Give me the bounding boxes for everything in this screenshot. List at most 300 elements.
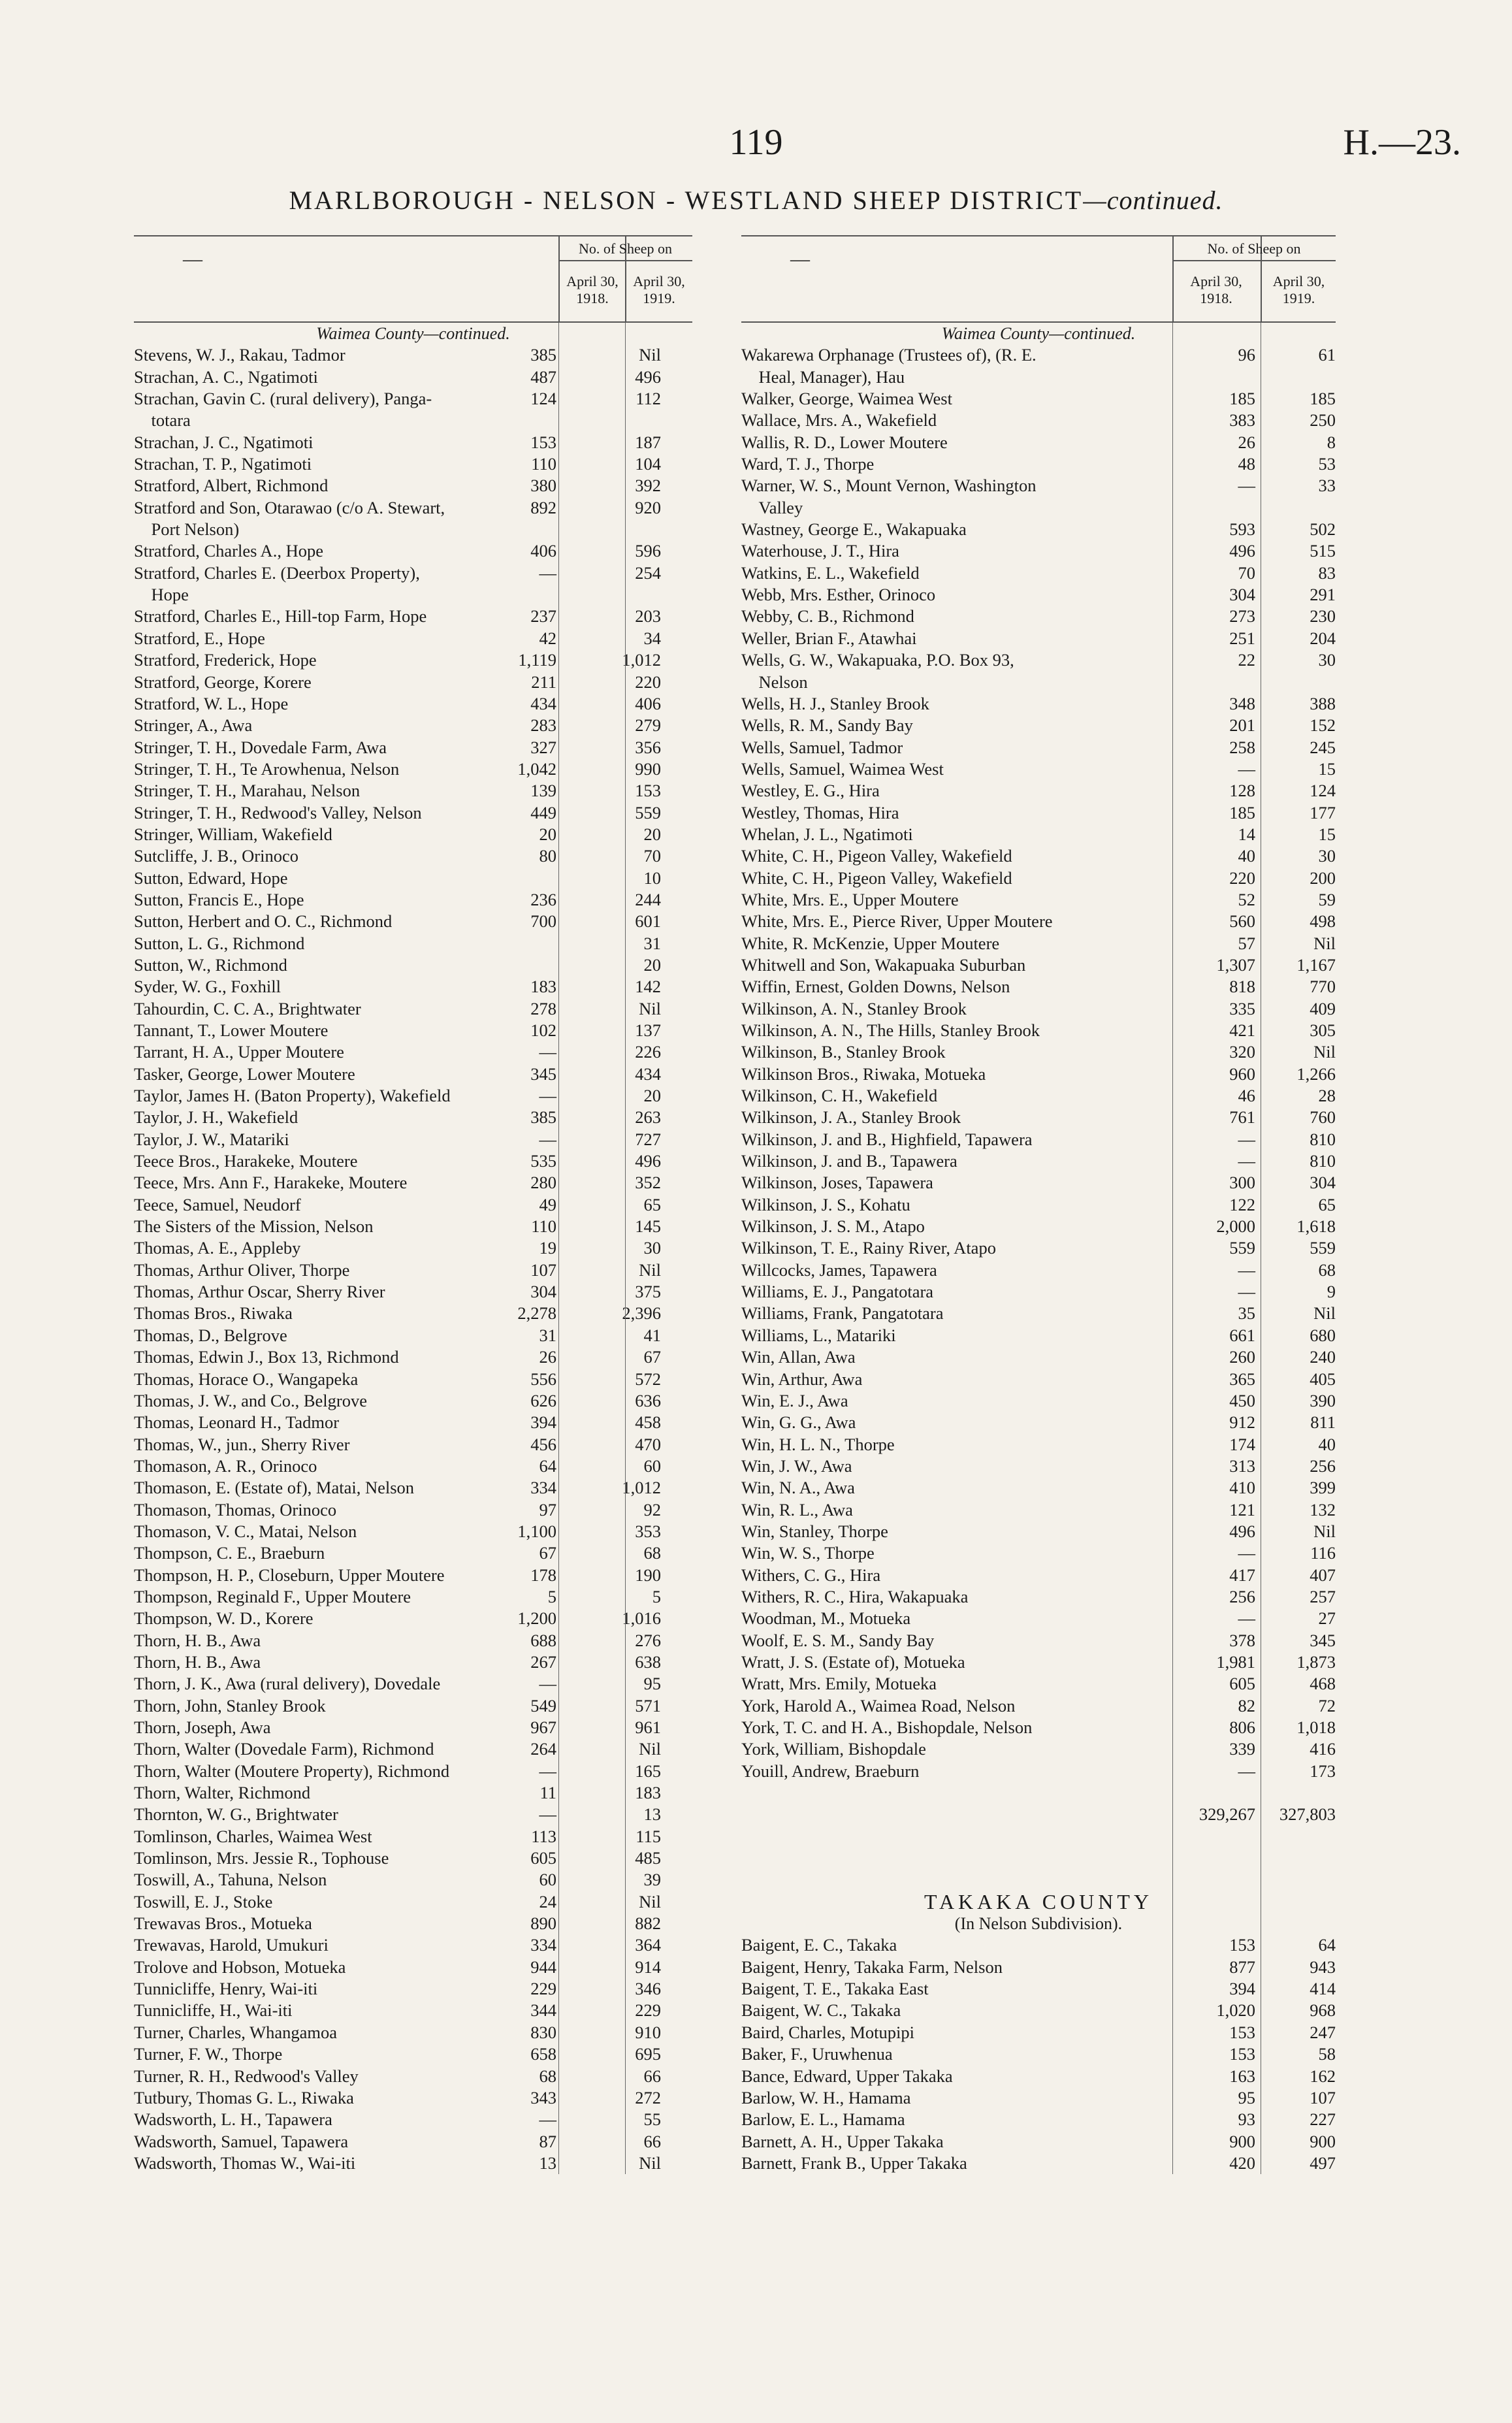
count-1918: 178 bbox=[530, 1565, 556, 1585]
table-row bbox=[134, 519, 692, 540]
table-row bbox=[134, 1826, 692, 1847]
count-1919: 116 bbox=[1310, 1543, 1336, 1563]
entry-name: Win, W. S., Thorpe bbox=[741, 1543, 875, 1563]
entry-name: Walker, George, Waimea West bbox=[741, 389, 952, 409]
entry-name: Warner, W. S., Mount Vernon, Washington bbox=[741, 476, 1037, 496]
table-row bbox=[134, 889, 692, 911]
document-reference: H.—23. bbox=[1343, 122, 1461, 163]
entry-name: Thornton, W. G., Brightwater bbox=[134, 1804, 338, 1825]
count-1919: 496 bbox=[635, 1151, 661, 1171]
table-row bbox=[741, 1869, 1336, 1891]
table-row bbox=[134, 1978, 692, 2000]
count-1919: 244 bbox=[635, 889, 661, 909]
table-row bbox=[741, 1260, 1336, 1281]
total-row bbox=[741, 1804, 1336, 1825]
count-1919: 250 bbox=[1310, 410, 1336, 431]
count-1919: 1,016 bbox=[622, 1608, 661, 1629]
entry-name: Stratford, Frederick, Hope bbox=[134, 650, 317, 670]
entry-name: Baigent, W. C., Takaka bbox=[741, 2000, 901, 2021]
title-main: MARLBOROUGH - NELSON - WESTLAND SHEEP DISTRICT bbox=[289, 186, 1084, 215]
table-row bbox=[741, 1717, 1336, 1738]
count-1918: 806 bbox=[1229, 1717, 1255, 1737]
table-row bbox=[741, 475, 1336, 496]
count-1918: 304 bbox=[1229, 585, 1255, 605]
entry-name: Thomas, Leonard H., Tadmor bbox=[134, 1412, 340, 1433]
entry-name: Tutbury, Thomas G. L., Riwaka bbox=[134, 2087, 354, 2107]
count-1919: 112 bbox=[635, 389, 661, 409]
table-row bbox=[741, 519, 1336, 540]
count-1918: 343 bbox=[530, 2087, 556, 2107]
table-row bbox=[134, 2109, 692, 2130]
entry-name: Wratt, J. S. (Estate of), Motueka bbox=[741, 1651, 965, 1672]
count-1919: 245 bbox=[1310, 737, 1336, 757]
sheep-count-group-header: No. of Sheep on bbox=[558, 240, 692, 261]
count-1918: 82 bbox=[1238, 1695, 1255, 1716]
count-1918: 24 bbox=[539, 1891, 556, 1911]
count-1918: — bbox=[1238, 1608, 1255, 1629]
count-1919: 414 bbox=[1310, 1979, 1336, 1999]
entry-name: White, Mrs. E., Upper Moutere bbox=[741, 889, 959, 909]
table-row bbox=[134, 584, 692, 606]
entry-name: Thomason, V. C., Matai, Nelson bbox=[134, 1521, 357, 1541]
count-1919: 104 bbox=[635, 454, 661, 474]
entry-name: Wadsworth, Thomas W., Wai-iti bbox=[134, 2153, 356, 2173]
count-1918: 394 bbox=[530, 1412, 556, 1433]
table-row bbox=[134, 1738, 692, 1760]
section-title: Waimea County—continued. bbox=[941, 324, 1136, 343]
table-row bbox=[741, 1020, 1336, 1041]
count-1919: 346 bbox=[635, 1979, 661, 1999]
table-row bbox=[741, 889, 1336, 911]
count-1918: 450 bbox=[1229, 1390, 1255, 1410]
entry-name: Tomlinson, Charles, Waimea West bbox=[134, 1826, 372, 1846]
count-1918: 124 bbox=[530, 389, 556, 409]
count-1919: 30 bbox=[1318, 650, 1336, 670]
table-row bbox=[741, 388, 1336, 410]
entry-name: Tahourdin, C. C. A., Brightwater bbox=[134, 998, 361, 1018]
table-row bbox=[741, 1673, 1336, 1695]
entry-name: Thompson, C. E., Braeburn bbox=[134, 1543, 325, 1563]
entry-name: Wilkinson, J. S., Kohatu bbox=[741, 1194, 910, 1214]
left-entries bbox=[134, 323, 692, 2174]
count-1919: 15 bbox=[1318, 824, 1336, 844]
table-row bbox=[134, 737, 692, 758]
section-title: Waimea County—continued. bbox=[316, 324, 510, 343]
entry-name: Stringer, A., Awa bbox=[134, 715, 253, 736]
count-1919: 229 bbox=[635, 2000, 661, 2021]
entry-name: Sutton, Francis E., Hope bbox=[134, 889, 304, 909]
count-1918: 900 bbox=[1229, 2131, 1255, 2151]
count-1918: 688 bbox=[530, 1630, 556, 1650]
count-1919: 406 bbox=[635, 693, 661, 713]
count-1918: 818 bbox=[1229, 977, 1255, 997]
table-row bbox=[741, 1237, 1336, 1259]
table-row bbox=[134, 1412, 692, 1433]
entry-name: Wells, Samuel, Tadmor bbox=[741, 737, 903, 757]
table-row bbox=[134, 976, 692, 998]
count-1918: 237 bbox=[530, 606, 556, 626]
entry-name: Westley, E. G., Hira bbox=[741, 781, 880, 801]
table-row bbox=[134, 1260, 692, 1281]
count-1919: 13 bbox=[643, 1804, 661, 1825]
entry-name: Tasker, George, Lower Moutere bbox=[134, 1064, 355, 1084]
table-row bbox=[741, 2043, 1336, 2065]
table-row bbox=[741, 1847, 1336, 1869]
count-1918: 11 bbox=[539, 1783, 556, 1803]
entry-name: Westley, Thomas, Hira bbox=[741, 802, 899, 822]
entry-name: Win, Stanley, Thorpe bbox=[741, 1521, 888, 1541]
count-1919: 327,803 bbox=[1279, 1804, 1336, 1825]
entry-name: Wratt, Mrs. Emily, Motueka bbox=[741, 1674, 937, 1694]
table-row bbox=[134, 453, 692, 475]
count-1919: 137 bbox=[635, 1020, 661, 1040]
table-row bbox=[134, 2153, 692, 2174]
count-1918: 42 bbox=[539, 628, 556, 648]
count-1918: 420 bbox=[1229, 2153, 1255, 2173]
table-row bbox=[134, 1194, 692, 1216]
entry-name: Barnett, A. H., Upper Takaka bbox=[741, 2131, 944, 2151]
entry-name: Webby, C. B., Richmond bbox=[741, 606, 914, 626]
count-1918: 128 bbox=[1229, 781, 1255, 801]
table-row bbox=[134, 1499, 692, 1521]
count-1919: 810 bbox=[1310, 1151, 1336, 1171]
section-title: (In Nelson Subdivision). bbox=[954, 1914, 1123, 1934]
count-1918: 383 bbox=[1229, 410, 1255, 431]
entry-name: Barnett, Frank B., Upper Takaka bbox=[741, 2153, 967, 2173]
count-1918: 449 bbox=[530, 802, 556, 822]
table-row bbox=[741, 2087, 1336, 2109]
count-1919: 257 bbox=[1310, 1586, 1336, 1606]
table-row bbox=[134, 1586, 692, 1608]
entry-name: Waterhouse, J. T., Hira bbox=[741, 541, 899, 561]
table-row bbox=[741, 1390, 1336, 1412]
count-1918: 278 bbox=[530, 998, 556, 1018]
entry-name: White, R. McKenzie, Upper Moutere bbox=[741, 933, 1000, 953]
entry-name: Stringer, T. H., Marahau, Nelson bbox=[134, 781, 361, 801]
count-1919: 1,012 bbox=[622, 650, 661, 670]
count-1918: 967 bbox=[530, 1717, 556, 1737]
count-1919: 165 bbox=[635, 1761, 661, 1781]
count-1918: 185 bbox=[1229, 802, 1255, 822]
count-1919: 353 bbox=[635, 1521, 661, 1541]
table-row bbox=[134, 1041, 692, 1063]
table-row bbox=[134, 344, 692, 366]
count-1918: 593 bbox=[1229, 519, 1255, 540]
count-1919: 375 bbox=[635, 1282, 661, 1302]
count-1919: 345 bbox=[1310, 1630, 1336, 1650]
table-row bbox=[134, 1804, 692, 1825]
count-1918: 892 bbox=[530, 497, 556, 517]
table-row bbox=[741, 1085, 1336, 1107]
count-1918: 121 bbox=[1229, 1499, 1255, 1520]
table-row bbox=[741, 1216, 1336, 1237]
entry-name: Stratford, E., Hope bbox=[134, 628, 265, 648]
count-1919: 468 bbox=[1310, 1674, 1336, 1694]
count-1918: 1,100 bbox=[517, 1521, 556, 1541]
count-1919: 95 bbox=[643, 1674, 661, 1694]
count-1919: 240 bbox=[1310, 1347, 1336, 1367]
count-1919: 58 bbox=[1318, 2044, 1336, 2064]
count-1918: 410 bbox=[1229, 1478, 1255, 1498]
count-1918: 60 bbox=[539, 1870, 556, 1890]
entry-name: Woolf, E. S. M., Sandy Bay bbox=[741, 1630, 935, 1650]
table-row bbox=[134, 1934, 692, 1956]
table-row bbox=[741, 824, 1336, 845]
entry-name: Thompson, Reginald F., Upper Moutere bbox=[134, 1586, 411, 1606]
count-1919: 760 bbox=[1310, 1107, 1336, 1128]
table-row bbox=[741, 1782, 1336, 1804]
count-1918: 67 bbox=[539, 1543, 556, 1563]
entry-name: Thorn, J. K., Awa (rural delivery), Dovedale bbox=[134, 1674, 441, 1694]
entry-name: Teece, Samuel, Neudorf bbox=[134, 1194, 301, 1214]
count-1918: 944 bbox=[530, 1957, 556, 1977]
table-row bbox=[741, 1064, 1336, 1085]
entry-name: Baker, F., Uruwhenua bbox=[741, 2044, 893, 2064]
count-1919: 55 bbox=[643, 2109, 661, 2130]
entry-name: Tomlinson, Mrs. Jessie R., Tophouse bbox=[134, 1848, 389, 1868]
entry-name: Syder, W. G., Foxhill bbox=[134, 977, 281, 997]
entry-name: York, Harold A., Waimea Road, Nelson bbox=[741, 1695, 1016, 1716]
count-1918: 163 bbox=[1229, 2066, 1255, 2086]
count-1918: 658 bbox=[530, 2044, 556, 2064]
entry-name: Tarrant, H. A., Upper Moutere bbox=[134, 1042, 344, 1062]
count-1918: 434 bbox=[530, 693, 556, 713]
count-1919: 2,396 bbox=[622, 1303, 661, 1324]
count-1918: 960 bbox=[1229, 1064, 1255, 1084]
count-1918: — bbox=[539, 1086, 556, 1106]
right-table-header bbox=[741, 235, 1336, 323]
count-1918: 153 bbox=[1229, 2022, 1255, 2042]
count-1919: 173 bbox=[1310, 1761, 1336, 1781]
table-row bbox=[134, 1913, 692, 1934]
count-1918: 1,042 bbox=[517, 758, 556, 779]
table-row bbox=[134, 715, 692, 736]
count-1919: 9 bbox=[1327, 1282, 1336, 1302]
entry-name: Teece, Mrs. Ann F., Harakeke, Moutere bbox=[134, 1173, 408, 1193]
count-1919: 31 bbox=[643, 933, 661, 953]
entry-name: Stratford, Charles A., Hope bbox=[134, 541, 323, 561]
table-row bbox=[741, 976, 1336, 998]
count-1918: 80 bbox=[539, 846, 556, 866]
count-1919: 20 bbox=[643, 954, 661, 975]
table-row bbox=[134, 1477, 692, 1499]
count-1919: 41 bbox=[643, 1325, 661, 1345]
entry-name: Wallace, Mrs. A., Wakefield bbox=[741, 410, 937, 431]
entry-name: Trewavas Bros., Motueka bbox=[134, 1913, 312, 1934]
count-1918: 22 bbox=[1238, 650, 1255, 670]
count-1919: Nil bbox=[639, 345, 661, 365]
entry-name: Thomason, Thomas, Orinoco bbox=[134, 1499, 337, 1520]
entry-name: Williams, Frank, Pangatotara bbox=[741, 1303, 944, 1324]
entry-name: Stringer, T. H., Redwood's Valley, Nelson bbox=[134, 802, 422, 822]
count-1919: 53 bbox=[1318, 454, 1336, 474]
entry-name: Barlow, W. H., Hamama bbox=[741, 2087, 911, 2107]
count-1919: 727 bbox=[635, 1129, 661, 1149]
count-1919: 162 bbox=[1310, 2066, 1336, 2086]
count-1919: 407 bbox=[1310, 1565, 1336, 1585]
name-column-header: — bbox=[790, 248, 810, 270]
count-1919: 200 bbox=[1310, 868, 1336, 888]
count-1919: Nil bbox=[639, 998, 661, 1018]
count-1919: 40 bbox=[1318, 1434, 1336, 1454]
entry-name: Thomas, Edwin J., Box 13, Richmond bbox=[134, 1347, 399, 1367]
count-1919: 392 bbox=[635, 476, 661, 496]
table-row bbox=[741, 2022, 1336, 2043]
count-1919: Nil bbox=[639, 1739, 661, 1759]
entry-name: Heal, Manager), Hau bbox=[741, 366, 905, 387]
count-1918: 220 bbox=[1229, 868, 1255, 888]
table-row bbox=[134, 497, 692, 519]
table-row bbox=[741, 649, 1336, 671]
count-1919: 502 bbox=[1310, 519, 1336, 540]
count-1918: 113 bbox=[531, 1826, 556, 1846]
count-1919: Nil bbox=[639, 1260, 661, 1280]
count-1919: 1,018 bbox=[1296, 1717, 1336, 1737]
count-1918: 97 bbox=[539, 1499, 556, 1520]
table-row bbox=[741, 1630, 1336, 1651]
entry-name: Win, R. L., Awa bbox=[741, 1499, 853, 1520]
table-row bbox=[134, 1216, 692, 1237]
entry-name: Wilkinson, Joses, Tapawera bbox=[741, 1173, 933, 1193]
count-1918: 556 bbox=[530, 1369, 556, 1389]
count-1919: 132 bbox=[1310, 1499, 1336, 1520]
entry-name: Whelan, J. L., Ngatimoti bbox=[741, 824, 913, 844]
entry-name: Stratford, Charles E., Hill-top Farm, Hope bbox=[134, 606, 427, 626]
table-row bbox=[741, 584, 1336, 606]
table-row bbox=[134, 868, 692, 889]
count-1918: 344 bbox=[530, 2000, 556, 2021]
count-1919: 64 bbox=[1318, 1935, 1336, 1955]
count-1918: 256 bbox=[1229, 1586, 1255, 1606]
section-heading bbox=[741, 323, 1336, 344]
count-1919: 571 bbox=[635, 1695, 661, 1716]
entry-name: Tannant, T., Lower Moutere bbox=[134, 1020, 329, 1040]
count-1919: 1,873 bbox=[1296, 1651, 1336, 1672]
count-1919: 66 bbox=[643, 2131, 661, 2151]
count-1918: — bbox=[539, 1674, 556, 1694]
count-1918: 267 bbox=[530, 1651, 556, 1672]
count-1919: 485 bbox=[635, 1848, 661, 1868]
entry-name: Baigent, T. E., Takaka East bbox=[741, 1979, 929, 1999]
count-1918: — bbox=[1238, 1543, 1255, 1563]
table-row bbox=[741, 1826, 1336, 1847]
table-row bbox=[134, 693, 692, 715]
count-1919: 190 bbox=[635, 1565, 661, 1585]
table-row bbox=[134, 1369, 692, 1390]
count-1918: 139 bbox=[530, 781, 556, 801]
table-row bbox=[741, 1041, 1336, 1063]
count-1919: 33 bbox=[1318, 476, 1336, 496]
count-1919: 409 bbox=[1310, 998, 1336, 1018]
count-1919: 572 bbox=[635, 1369, 661, 1389]
count-1919: 70 bbox=[643, 846, 661, 866]
count-1918: 236 bbox=[530, 889, 556, 909]
table-row bbox=[134, 824, 692, 845]
table-row bbox=[741, 933, 1336, 954]
entry-name: York, T. C. and H. A., Bishopdale, Nelson bbox=[741, 1717, 1033, 1737]
table-row bbox=[134, 1129, 692, 1150]
entry-name: Wadsworth, Samuel, Tapawera bbox=[134, 2131, 349, 2151]
count-1919: 910 bbox=[635, 2022, 661, 2042]
entry-name: Stratford, George, Korere bbox=[134, 672, 312, 692]
count-1918: 14 bbox=[1238, 824, 1255, 844]
count-1918: 19 bbox=[539, 1238, 556, 1258]
count-1919: 124 bbox=[1310, 781, 1336, 801]
entry-name: Wilkinson, A. N., Stanley Brook bbox=[741, 998, 967, 1018]
count-1919: 20 bbox=[643, 1086, 661, 1106]
entry-name: Wilkinson, T. E., Rainy River, Atapo bbox=[741, 1238, 996, 1258]
count-1919: 811 bbox=[1310, 1412, 1336, 1433]
count-1919: 254 bbox=[635, 562, 661, 583]
count-1919: 142 bbox=[635, 977, 661, 997]
table-row bbox=[741, 1325, 1336, 1346]
count-1919: 226 bbox=[635, 1042, 661, 1062]
count-1919: 636 bbox=[635, 1390, 661, 1410]
entry-name: Thorn, Walter (Dovedale Farm), Richmond bbox=[134, 1739, 434, 1759]
count-1919: 364 bbox=[635, 1935, 661, 1955]
table-row bbox=[134, 1869, 692, 1891]
entry-name: Wakarewa Orphanage (Trustees of), (R. E. bbox=[741, 345, 1037, 365]
count-1919: 559 bbox=[1310, 1238, 1336, 1258]
entry-name: Thomas, J. W., and Co., Belgrove bbox=[134, 1390, 367, 1410]
count-1918: 877 bbox=[1229, 1957, 1255, 1977]
count-1919: 305 bbox=[1310, 1020, 1336, 1040]
entry-name: Baird, Charles, Motupipi bbox=[741, 2022, 914, 2042]
count-1918: — bbox=[1238, 1129, 1255, 1149]
table-row bbox=[134, 845, 692, 867]
count-1918: 26 bbox=[539, 1347, 556, 1367]
count-1918: — bbox=[539, 1804, 556, 1825]
count-1918: 95 bbox=[1238, 2087, 1255, 2107]
count-1919: 1,012 bbox=[622, 1478, 661, 1498]
count-1919: 72 bbox=[1318, 1695, 1336, 1716]
count-1918: 280 bbox=[530, 1173, 556, 1193]
count-1918: 1,020 bbox=[1216, 2000, 1255, 2021]
table-row bbox=[741, 1172, 1336, 1194]
entry-name: Wilkinson, J. and B., Highfield, Tapawera bbox=[741, 1129, 1033, 1149]
count-1918: 304 bbox=[530, 1282, 556, 1302]
entry-name: Tunnicliffe, H., Wai-iti bbox=[134, 2000, 293, 2021]
count-1918: 1,119 bbox=[518, 650, 556, 670]
count-1919: 276 bbox=[635, 1630, 661, 1650]
entry-name: Win, Allan, Awa bbox=[741, 1347, 856, 1367]
count-1919: 30 bbox=[1318, 846, 1336, 866]
entry-name: Wells, H. J., Stanley Brook bbox=[741, 693, 929, 713]
entry-name: Thomas Bros., Riwaka bbox=[134, 1303, 293, 1324]
entry-name: Turner, Charles, Whangamoa bbox=[134, 2022, 337, 2042]
table-row bbox=[134, 562, 692, 584]
entry-name: Strachan, A. C., Ngatimoti bbox=[134, 366, 318, 387]
table-row bbox=[741, 1194, 1336, 1216]
count-1919: 601 bbox=[635, 911, 661, 932]
count-1918: 153 bbox=[1229, 2044, 1255, 2064]
count-1918: 559 bbox=[1229, 1238, 1255, 1258]
table-row bbox=[741, 1761, 1336, 1782]
entry-name: Turner, R. H., Redwood's Valley bbox=[134, 2066, 359, 2086]
table-row bbox=[134, 1390, 692, 1412]
count-1918: 385 bbox=[530, 345, 556, 365]
count-1919: 92 bbox=[643, 1499, 661, 1520]
table-row bbox=[134, 1107, 692, 1128]
entry-name: White, C. H., Pigeon Valley, Wakefield bbox=[741, 846, 1012, 866]
count-1919: 638 bbox=[635, 1651, 661, 1672]
entry-name: Thompson, W. D., Korere bbox=[134, 1608, 314, 1629]
count-1918: 229 bbox=[530, 1979, 556, 1999]
table-row bbox=[741, 1303, 1336, 1324]
table-row bbox=[134, 388, 692, 410]
count-1918: 406 bbox=[530, 541, 556, 561]
count-1919: 204 bbox=[1310, 628, 1336, 648]
